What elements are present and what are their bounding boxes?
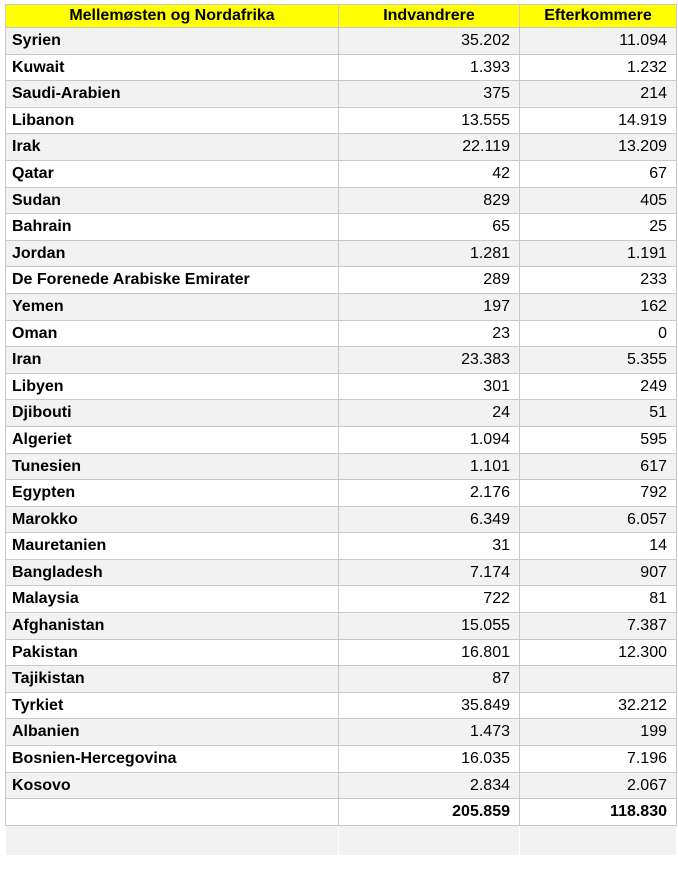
indvandrere-cell: 2.176 — [339, 480, 520, 507]
efterkommere-cell: 1.232 — [520, 54, 677, 81]
indvandrere-cell: 15.055 — [339, 613, 520, 640]
efterkommere-cell: 13.209 — [520, 134, 677, 161]
country-cell: Pakistan — [6, 639, 339, 666]
country-cell: Tunesien — [6, 453, 339, 480]
efterkommere-cell: 7.196 — [520, 746, 677, 773]
efterkommere-cell: 81 — [520, 586, 677, 613]
indvandrere-cell: 65 — [339, 214, 520, 241]
table-row — [6, 373, 677, 400]
table-row — [6, 639, 677, 666]
efterkommere-cell: 162 — [520, 293, 677, 320]
country-cell: Djibouti — [6, 400, 339, 427]
indvandrere-cell: 24 — [339, 400, 520, 427]
country-cell: Yemen — [6, 293, 339, 320]
table-header — [6, 5, 677, 28]
country-cell: Sudan — [6, 187, 339, 214]
efterkommere-cell: 617 — [520, 453, 677, 480]
efterkommere-cell: 249 — [520, 373, 677, 400]
table-row — [6, 719, 677, 746]
table-row — [6, 533, 677, 560]
table-row — [6, 559, 677, 586]
total-label-cell — [6, 799, 339, 826]
country-cell: Bahrain — [6, 214, 339, 241]
indvandrere-cell: 7.174 — [339, 559, 520, 586]
country-cell: Syrien — [6, 28, 339, 55]
indvandrere-header: Indvandrere — [339, 5, 520, 28]
efterkommere-cell: 0 — [520, 320, 677, 347]
country-cell: Kosovo — [6, 772, 339, 799]
country-cell: Afghanistan — [6, 613, 339, 640]
indvandrere-cell: 1.094 — [339, 426, 520, 453]
empty-cell — [520, 826, 677, 856]
population-table — [5, 4, 677, 856]
efterkommere-cell: 5.355 — [520, 347, 677, 374]
country-cell: Tyrkiet — [6, 692, 339, 719]
country-cell: Libyen — [6, 373, 339, 400]
country-cell: Iran — [6, 347, 339, 374]
efterkommere-cell: 25 — [520, 214, 677, 241]
country-cell: Tajikistan — [6, 666, 339, 693]
table-row — [6, 480, 677, 507]
country-cell: Saudi-Arabien — [6, 81, 339, 108]
empty-cell — [6, 826, 339, 856]
efterkommere-cell: 14 — [520, 533, 677, 560]
table-row — [6, 187, 677, 214]
indvandrere-cell: 23.383 — [339, 347, 520, 374]
country-cell: Algeriet — [6, 426, 339, 453]
table-row — [6, 240, 677, 267]
table-row — [6, 214, 677, 241]
country-cell: Kuwait — [6, 54, 339, 81]
indvandrere-cell: 31 — [339, 533, 520, 560]
efterkommere-header: Efterkommere — [520, 5, 677, 28]
indvandrere-cell: 197 — [339, 293, 520, 320]
region-header: Mellemøsten og Nordafrika — [6, 5, 339, 28]
country-cell: Jordan — [6, 240, 339, 267]
efterkommere-cell — [520, 666, 677, 693]
country-cell: Oman — [6, 320, 339, 347]
table-row — [6, 160, 677, 187]
country-cell: Qatar — [6, 160, 339, 187]
country-cell: Marokko — [6, 506, 339, 533]
table-row — [6, 426, 677, 453]
table-row — [6, 746, 677, 773]
empty-row — [6, 826, 677, 856]
indvandrere-cell: 2.834 — [339, 772, 520, 799]
country-cell: Irak — [6, 134, 339, 161]
table-row — [6, 267, 677, 294]
efterkommere-cell: 6.057 — [520, 506, 677, 533]
efterkommere-cell: 1.191 — [520, 240, 677, 267]
total-efterkommere-cell: 118.830 — [520, 799, 677, 826]
indvandrere-cell: 301 — [339, 373, 520, 400]
indvandrere-cell: 375 — [339, 81, 520, 108]
country-cell: Mauretanien — [6, 533, 339, 560]
indvandrere-cell: 35.202 — [339, 28, 520, 55]
indvandrere-cell: 87 — [339, 666, 520, 693]
table-row — [6, 293, 677, 320]
table-row — [6, 54, 677, 81]
header-row — [6, 5, 677, 28]
country-cell: Bosnien-Hercegovina — [6, 746, 339, 773]
table-row — [6, 81, 677, 108]
efterkommere-cell: 595 — [520, 426, 677, 453]
table-row — [6, 28, 677, 55]
efterkommere-cell: 67 — [520, 160, 677, 187]
table-row — [6, 506, 677, 533]
efterkommere-cell: 405 — [520, 187, 677, 214]
indvandrere-cell: 1.101 — [339, 453, 520, 480]
country-cell: Albanien — [6, 719, 339, 746]
table-row — [6, 692, 677, 719]
indvandrere-cell: 1.473 — [339, 719, 520, 746]
country-cell: Malaysia — [6, 586, 339, 613]
indvandrere-cell: 1.393 — [339, 54, 520, 81]
table-row — [6, 320, 677, 347]
indvandrere-cell: 42 — [339, 160, 520, 187]
country-cell: Libanon — [6, 107, 339, 134]
country-cell: De Forenede Arabiske Emirater — [6, 267, 339, 294]
total-row — [6, 799, 677, 826]
efterkommere-cell: 214 — [520, 81, 677, 108]
efterkommere-cell: 792 — [520, 480, 677, 507]
efterkommere-cell: 2.067 — [520, 772, 677, 799]
table-row — [6, 586, 677, 613]
efterkommere-cell: 11.094 — [520, 28, 677, 55]
indvandrere-cell: 23 — [339, 320, 520, 347]
table-row — [6, 107, 677, 134]
indvandrere-cell: 22.119 — [339, 134, 520, 161]
country-cell: Egypten — [6, 480, 339, 507]
indvandrere-cell: 16.035 — [339, 746, 520, 773]
table-row — [6, 134, 677, 161]
empty-cell — [339, 826, 520, 856]
indvandrere-cell: 35.849 — [339, 692, 520, 719]
efterkommere-cell: 907 — [520, 559, 677, 586]
efterkommere-cell: 51 — [520, 400, 677, 427]
country-cell: Bangladesh — [6, 559, 339, 586]
efterkommere-cell: 14.919 — [520, 107, 677, 134]
efterkommere-cell: 199 — [520, 719, 677, 746]
efterkommere-cell: 233 — [520, 267, 677, 294]
efterkommere-cell: 7.387 — [520, 613, 677, 640]
total-indvandrere-cell: 205.859 — [339, 799, 520, 826]
indvandrere-cell: 829 — [339, 187, 520, 214]
table-row — [6, 453, 677, 480]
efterkommere-cell: 32.212 — [520, 692, 677, 719]
indvandrere-cell: 1.281 — [339, 240, 520, 267]
table-row — [6, 347, 677, 374]
efterkommere-cell: 12.300 — [520, 639, 677, 666]
indvandrere-cell: 13.555 — [339, 107, 520, 134]
table-row — [6, 772, 677, 799]
table-row — [6, 613, 677, 640]
table-row — [6, 400, 677, 427]
indvandrere-cell: 6.349 — [339, 506, 520, 533]
indvandrere-cell: 722 — [339, 586, 520, 613]
table-row — [6, 666, 677, 693]
table-body — [6, 28, 677, 856]
indvandrere-cell: 289 — [339, 267, 520, 294]
indvandrere-cell: 16.801 — [339, 639, 520, 666]
